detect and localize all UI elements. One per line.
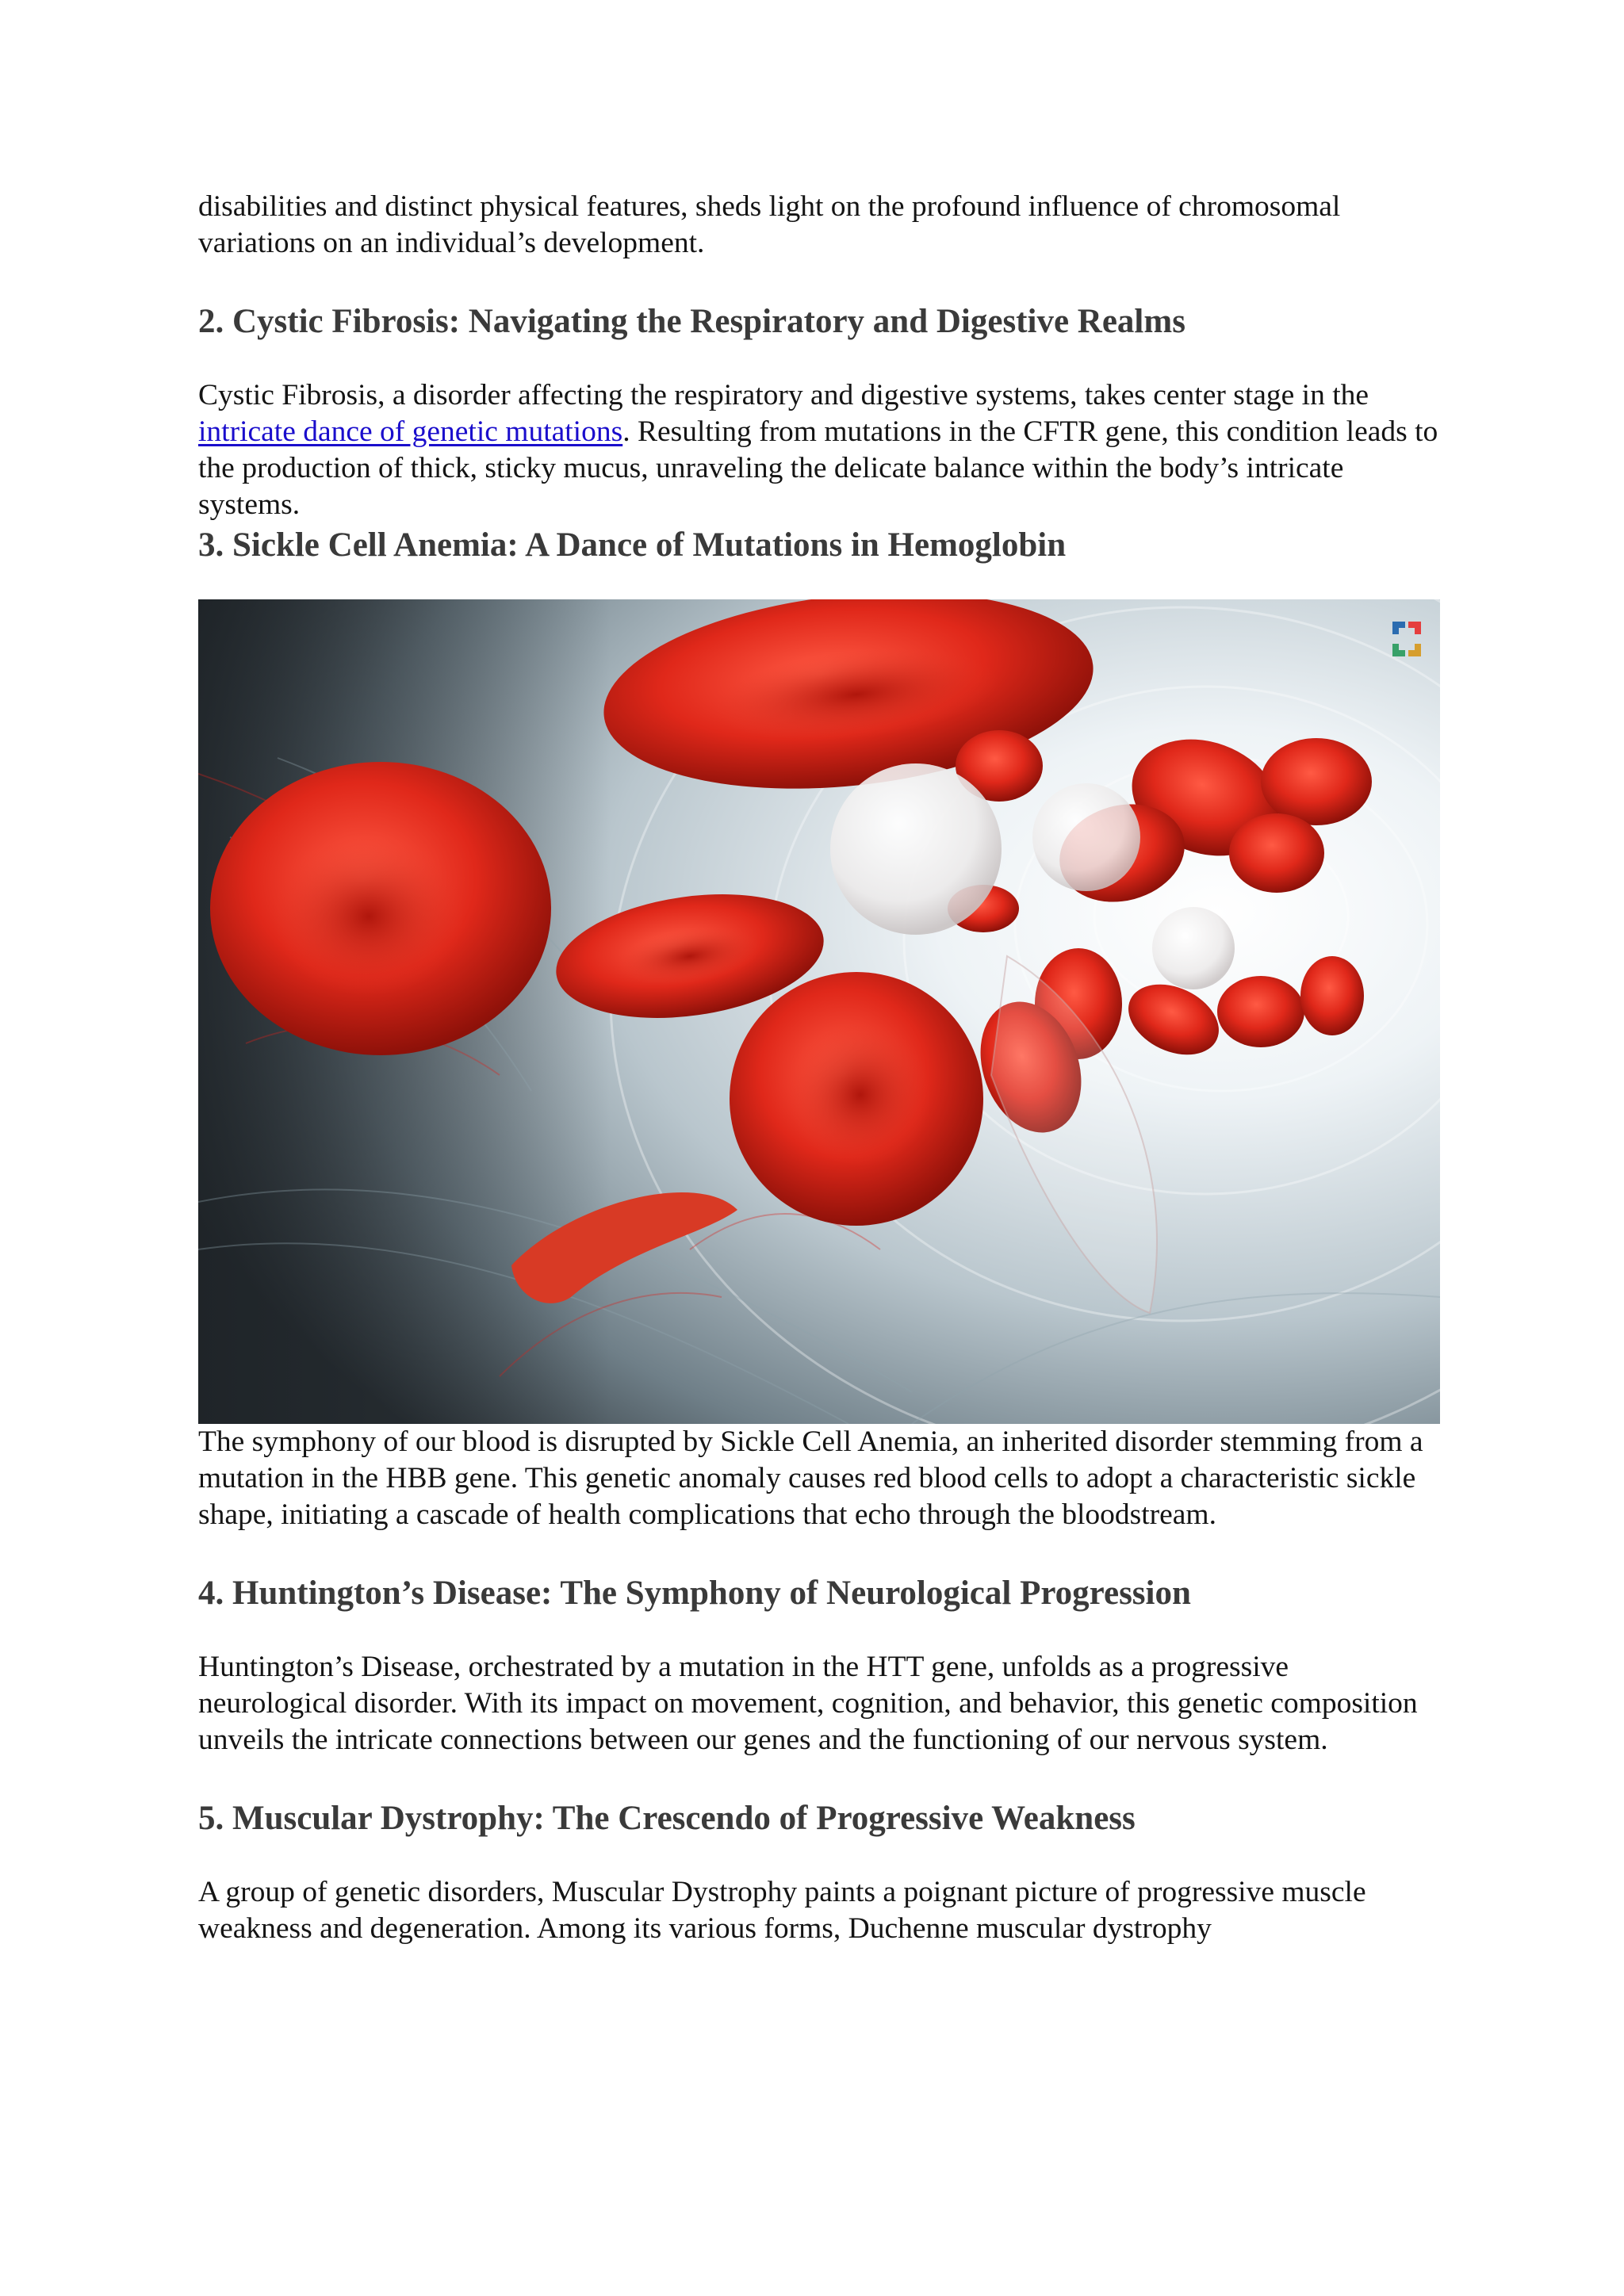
sickle-cell-paragraph: The symphony of our blood is disrupted by Sickle Cell Anemia, an inherited disorder stemming from a mutation in the HBB gene. This genetic anomaly causes red blood cells to adopt a characteristic sickle shape, initiating a cascade of health complications that echo through the bloodstream.: [198, 1425, 1423, 1531]
blood-cells-illustration: [198, 599, 1440, 1424]
intro-paragraph: disabilities and distinct physical features, sheds light on the profound influence of chromosomal variations on an individual’s development.: [198, 190, 1341, 259]
muscular-dystrophy-paragraph: A group of genetic disorders, Muscular Dystrophy paints a poignant picture of progressive muscle weakness and degeneration. Among its various forms, Duchenne muscular dystrophy: [198, 1876, 1366, 1945]
cf-text-before-link: Cystic Fibrosis, a disorder affecting the respiratory and digestive systems, takes center stage in the: [198, 379, 1369, 411]
huntingtons-paragraph: Huntington’s Disease, orchestrated by a mutation in the HTT gene, unfolds as a progressive neurological disorder. With its impact on movement, cognition, and behavior, this genetic composition unveils the intricate connections between our genes and the functioning of our nervous system.: [198, 1651, 1418, 1756]
genetic-mutations-link[interactable]: intricate dance of genetic mutations: [198, 415, 623, 448]
article-page: [198, 189, 1440, 1947]
heading-muscular-dystrophy: 5. Muscular Dystrophy: The Crescendo of Progressive Weakness: [198, 1800, 1136, 1837]
heading-cystic-fibrosis: 2. Cystic Fibrosis: Navigating the Respiratory and Digestive Realms: [198, 303, 1185, 340]
heading-sickle-cell: 3. Sickle Cell Anemia: A Dance of Mutations in Hemoglobin: [198, 526, 1067, 564]
heading-huntingtons: 4. Huntington’s Disease: The Symphony of Neurological Progression: [198, 1575, 1191, 1612]
blood-vessel-image: [198, 599, 1440, 1424]
cf-text-after-link: . Resulting from mutations in the CFTR gene, this condition leads to the production of thick, sticky mucus, unraveling the delicate balance within the body’s intricate systems.: [198, 415, 1438, 521]
cystic-fibrosis-paragraph: [198, 377, 1440, 523]
brand-logo-icon: [1385, 617, 1429, 661]
